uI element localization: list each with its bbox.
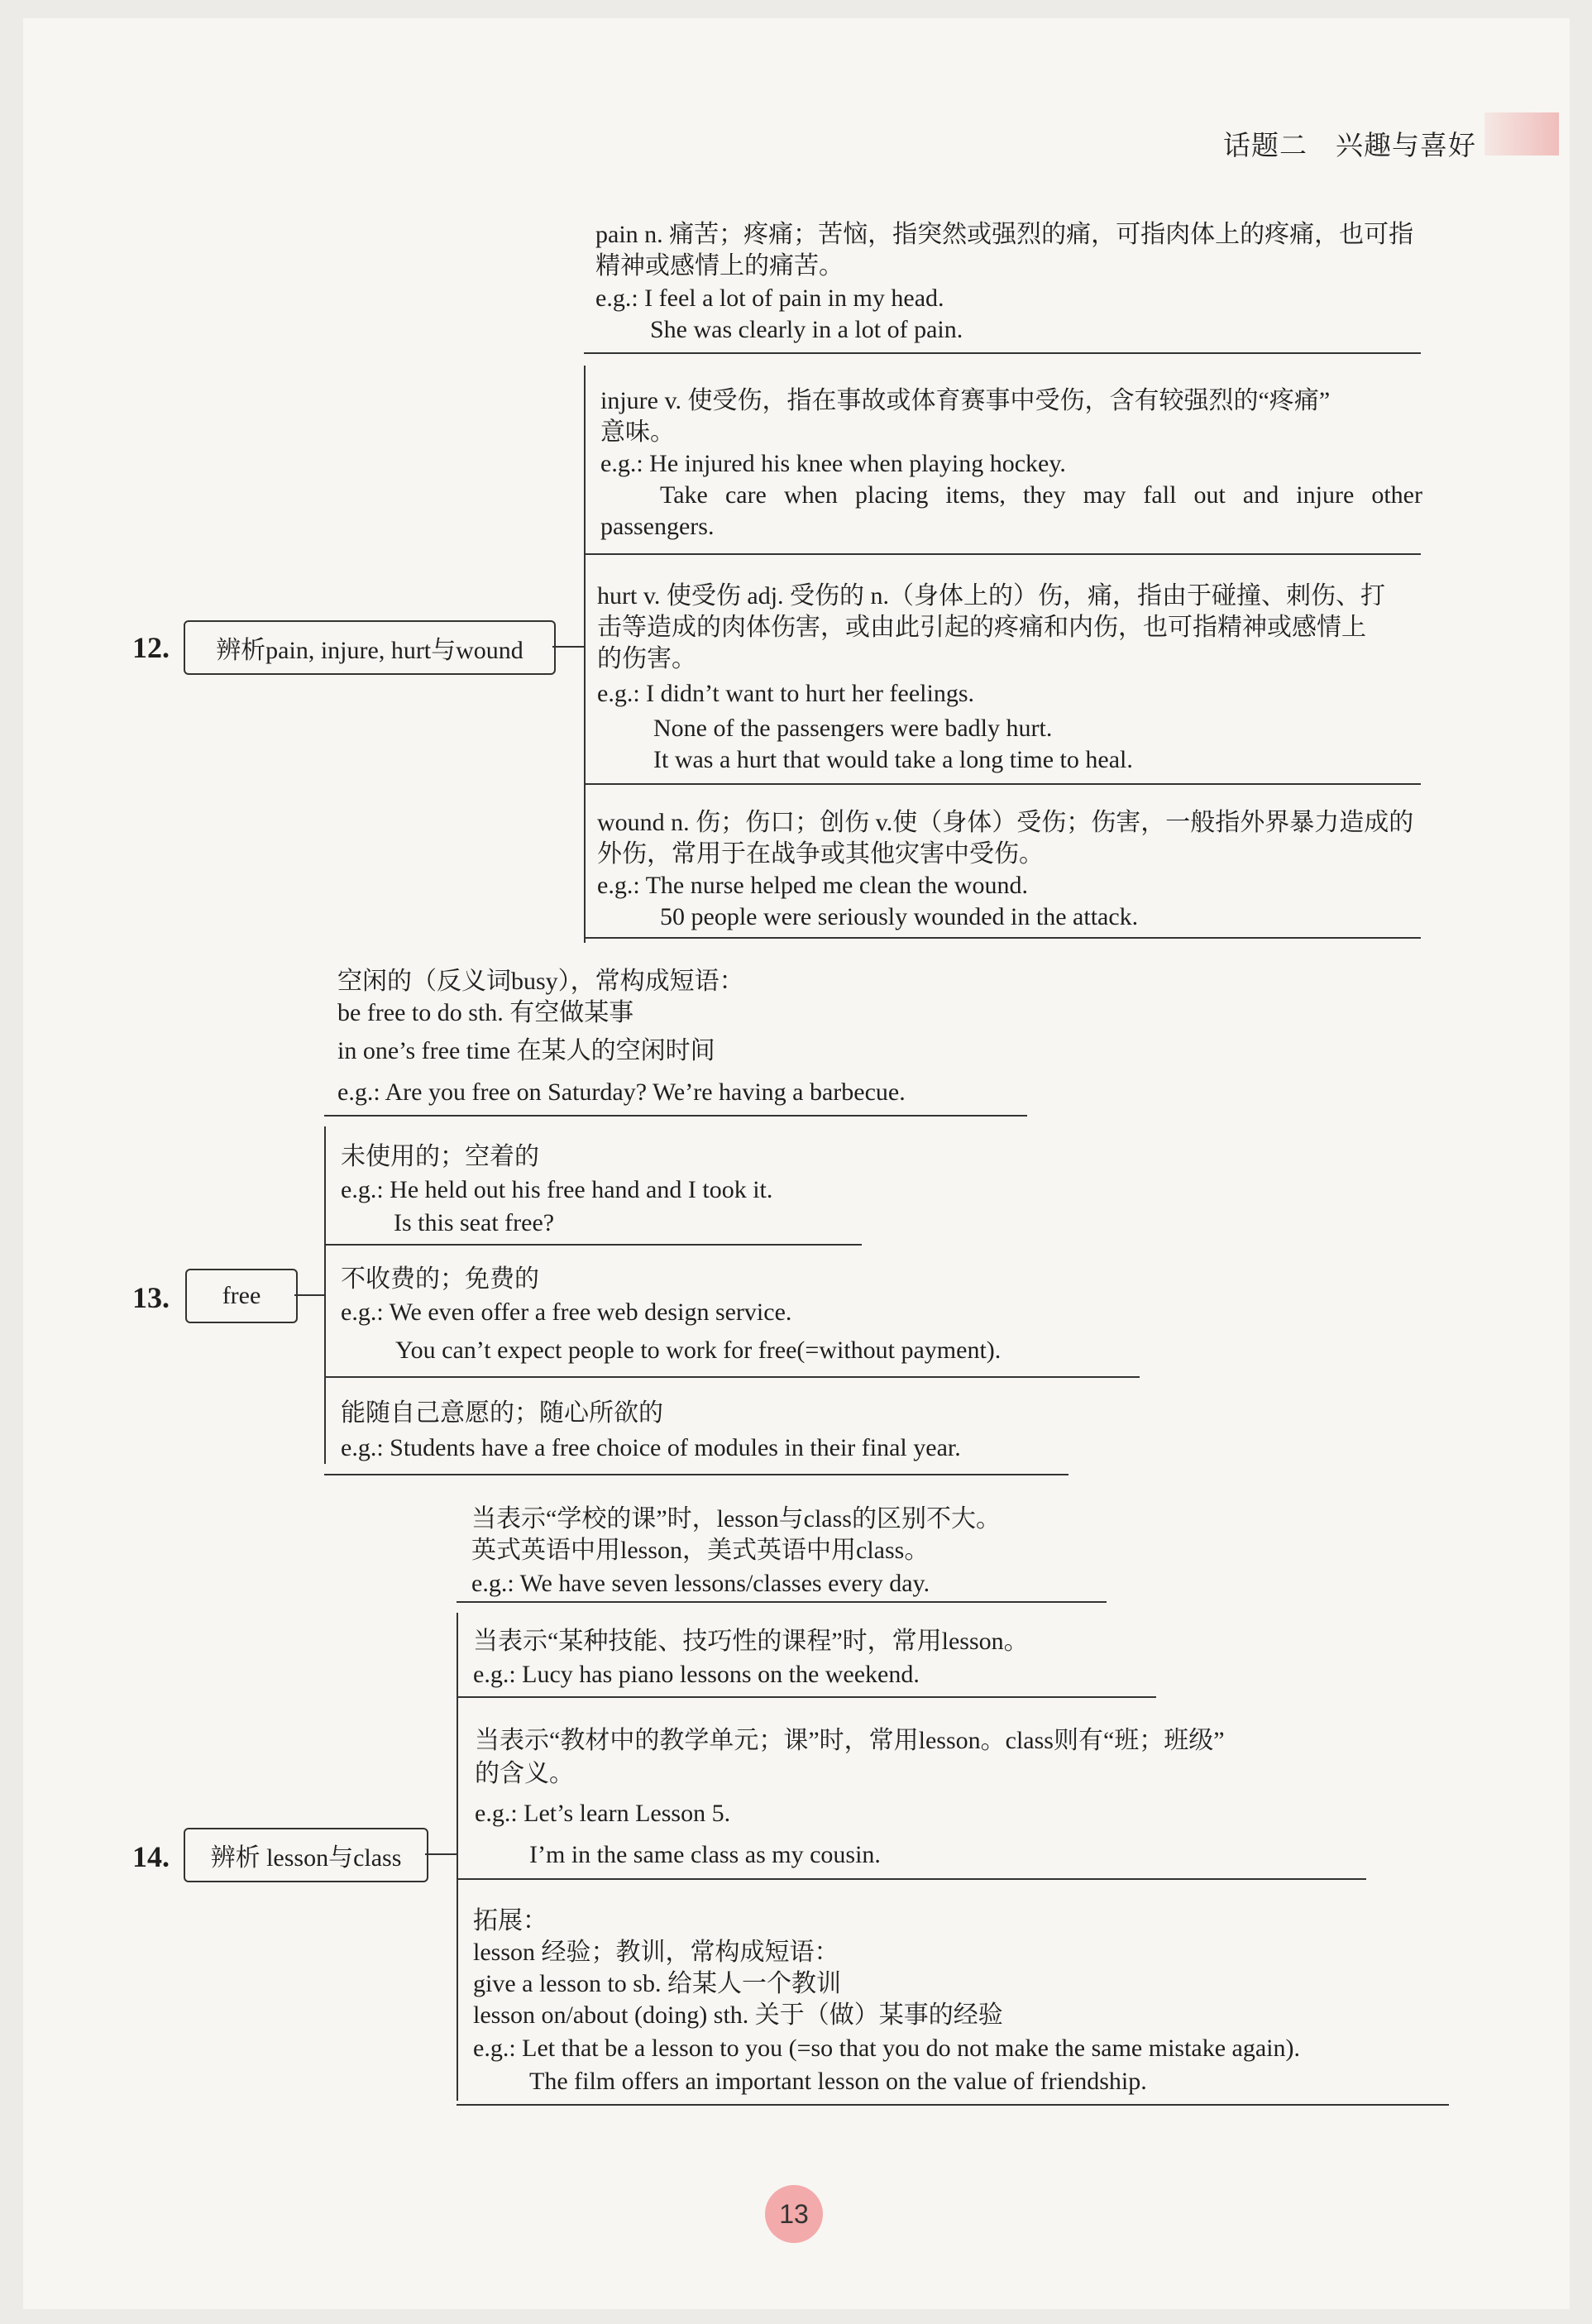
- lesson-extension-line3: lesson on/about (doing) sth. 关于（做）某事的经验: [473, 2001, 1003, 2029]
- lesson-usage-3-example-1: e.g.: Let’s learn Lesson 5.: [475, 1800, 731, 1827]
- lesson-usage-1-example: e.g.: We have seven lessons/classes every day.: [471, 1570, 930, 1597]
- hurt-example-3: It was a hurt that would take a long time to heal.: [653, 746, 1133, 773]
- section-14-topic-box: [184, 1828, 428, 1882]
- free-meaning-1-line1: 空闲的（反义词busy），常构成短语：: [337, 968, 744, 995]
- branch-line: [324, 1474, 1069, 1475]
- lesson-usage-2-example: e.g.: Lucy has piano lessons on the weekend.: [473, 1661, 920, 1688]
- hurt-definition-line3: 的伤害。: [597, 645, 696, 672]
- bracket-vertical: [324, 1126, 326, 1464]
- lesson-extension-line2: give a lesson to sb. 给某人一个教训: [473, 1970, 841, 1997]
- free-meaning-4: 能随自己意愿的；随心所欲的: [341, 1399, 663, 1427]
- free-meaning-1-line3: in one’s free time 在某人的空闲时间: [337, 1037, 715, 1064]
- free-meaning-2-example-1: e.g.: He held out his free hand and I took it.: [341, 1176, 773, 1203]
- pain-example-2: She was clearly in a lot of pain.: [650, 316, 963, 343]
- lesson-usage-3-example-2: I’m in the same class as my cousin.: [529, 1841, 881, 1868]
- header-decoration: [1484, 112, 1559, 155]
- free-meaning-3-example-1: e.g.: We even offer a free web design service.: [341, 1298, 792, 1326]
- free-meaning-3-example-2: You can’t expect people to work for free(=without payment).: [395, 1337, 1002, 1364]
- free-meaning-1-line2: be free to do sth. 有空做某事: [337, 999, 634, 1026]
- section-12-topic-box: [184, 620, 556, 675]
- wound-example-2: 50 people were seriously wounded in the attack.: [660, 903, 1139, 930]
- lesson-usage-3-line1: 当表示“教材中的教学单元；课”时，常用lesson。class则有“班；班级”: [475, 1727, 1225, 1754]
- hurt-definition-line1: hurt v. 使受伤 adj. 受伤的 n.（身体上的）伤，痛，指由于碰撞、刺伤、打: [597, 582, 1386, 610]
- free-meaning-4-example: e.g.: Students have a free choice of modules in their final year.: [341, 1434, 961, 1461]
- lesson-extension-title: 拓展：: [473, 1907, 547, 1934]
- free-meaning-2: 未使用的；空着的: [341, 1143, 539, 1170]
- section-number-14: 14.: [132, 1840, 170, 1873]
- page-number: 13: [779, 2198, 809, 2229]
- lesson-extension-example-2: The film offers an important lesson on the value of friendship.: [529, 2068, 1147, 2095]
- page-header-title: 话题二 兴趣与喜好: [1223, 129, 1476, 161]
- lesson-usage-1-line1: 当表示“学校的课”时，lesson与class的区别不大。: [471, 1505, 1001, 1533]
- injure-definition-line2: 意味。: [600, 418, 675, 446]
- hurt-example-2: None of the passengers were badly hurt.: [653, 715, 1053, 742]
- connector: [294, 1294, 324, 1296]
- bracket-vertical: [457, 1613, 458, 2101]
- branch-line: [584, 783, 1421, 785]
- lesson-extension-line1: lesson 经验；教训，常构成短语：: [473, 1939, 839, 1966]
- injure-example-1: e.g.: He injured his knee when playing hockey.: [600, 450, 1066, 477]
- hurt-example-1: e.g.: I didn’t want to hurt her feelings.: [597, 680, 975, 707]
- bracket-vertical: [584, 366, 586, 943]
- section-13-topic-box: [185, 1269, 298, 1323]
- branch-line: [324, 1115, 1027, 1117]
- branch-line: [457, 2104, 1449, 2106]
- pain-example-1: e.g.: I feel a lot of pain in my head.: [595, 285, 944, 312]
- branch-line: [457, 1878, 1366, 1880]
- branch-line: [324, 1376, 1140, 1378]
- wound-definition-line1: wound n. 伤；伤口；创伤 v.使（身体）受伤；伤害，一般指外界暴力造成的: [597, 809, 1414, 836]
- lesson-usage-2: 当表示“某种技能、技巧性的课程”时，常用lesson。: [473, 1628, 1029, 1655]
- lesson-usage-1-line2: 英式英语中用lesson，美式英语中用class。: [471, 1537, 930, 1564]
- branch-line: [584, 352, 1421, 354]
- free-meaning-3: 不收费的；免费的: [341, 1265, 539, 1293]
- section-14-label: 辨析 lesson与class: [210, 1844, 402, 1872]
- branch-line: [584, 937, 1421, 939]
- branch-line: [457, 1696, 1156, 1698]
- section-number-12: 12.: [132, 631, 170, 664]
- lesson-usage-3-line2: 的含义。: [475, 1760, 574, 1787]
- connector: [425, 1853, 457, 1855]
- section-12-label: 辨析pain, injure, hurt与wound: [216, 637, 523, 664]
- wound-example-1: e.g.: The nurse helped me clean the wound.: [597, 872, 1028, 899]
- pain-definition-line2: 精神或感情上的痛苦。: [595, 252, 844, 280]
- pain-definition-line1: pain n. 痛苦；疼痛；苦恼，指突然或强烈的痛，可指肉体上的疼痛，也可指: [595, 221, 1414, 248]
- lesson-extension-example-1: e.g.: Let that be a lesson to you (=so that you do not make the same mistake again).: [473, 2035, 1301, 2062]
- page-number-badge: [765, 2185, 823, 2243]
- section-13-label: free: [222, 1282, 261, 1309]
- section-number-13: 13.: [132, 1281, 170, 1314]
- branch-line: [584, 553, 1421, 555]
- wound-definition-line2: 外伤，常用于在战争或其他灾害中受伤。: [597, 840, 1044, 868]
- injure-example-2: Take care when placing items, they may fall out and injure other: [660, 481, 1422, 509]
- free-meaning-1-example: e.g.: Are you free on Saturday? We’re having a barbecue.: [337, 1078, 906, 1106]
- connector: [552, 646, 584, 648]
- free-meaning-2-example-2: Is this seat free?: [394, 1209, 555, 1236]
- injure-example-2-cont: passengers.: [600, 513, 715, 540]
- branch-line: [457, 1601, 1107, 1603]
- branch-line: [324, 1244, 862, 1246]
- injure-definition-line1: injure v. 使受伤，指在事故或体育赛事中受伤，含有较强烈的“疼痛”: [600, 387, 1331, 414]
- hurt-definition-line2: 击等造成的肉体伤害，或由此引起的疼痛和内伤，也可指精神或感情上: [597, 614, 1366, 641]
